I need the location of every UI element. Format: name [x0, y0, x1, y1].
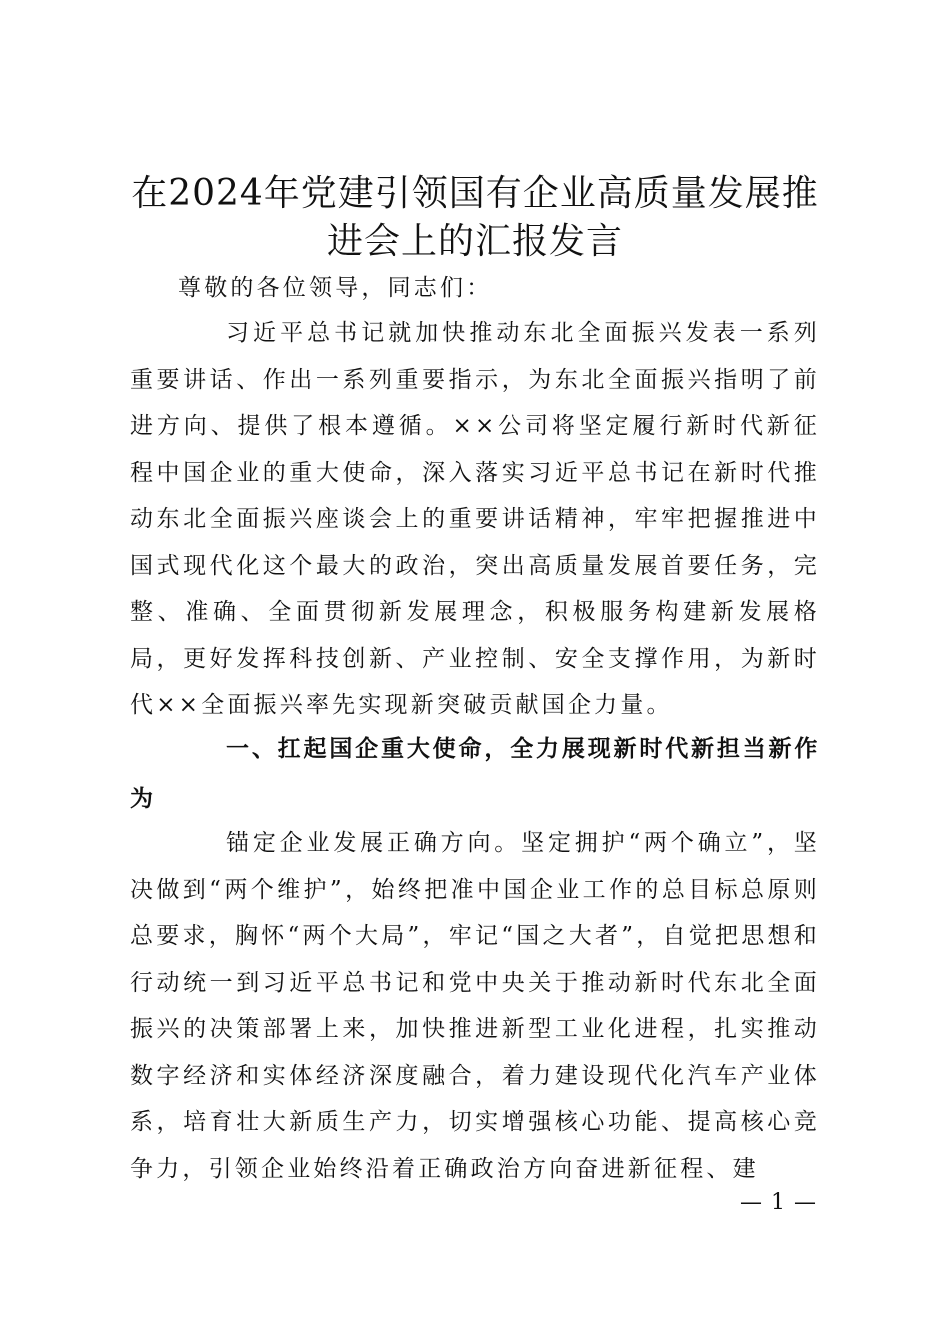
document-title: 在2024年党建引领国有企业高质量发展推进会上的汇报发言 [131, 173, 819, 262]
paragraph-section-1: 锚定企业发展正确方向。坚定拥护“两个确立”，坚决做到“两个维护”，始终把准中国企业工作的总目标总原则总要求，胸怀“两个大局”，牢记“国之大者”，自觉把思想和行动统一到习近平总书记和党中央关于推动新时代东北全面振兴的决策部署上来，加快推进新型工业化进程，扎实推动数字经济和实体经济深度融合，着力建设现代化汽车产业体系，培育壮大新质生产力，切实增强核心功能、提高核心竞争力，引领企业始终沿着正确政治方向奋进新征程、建 [130, 830, 820, 1182]
greeting: 尊敬的各位领导，同志们： [178, 275, 493, 301]
page-number: — 1 — [740, 1190, 817, 1215]
paragraph-intro: 习近平总书记就加快推动东北全面振兴发表一系列重要讲话、作出一系列重要指示，为东北全面振兴指明了前进方向、提供了根本遵循。××公司将坚定履行新时代新征程中国企业的重大使命，深入落实习近平总书记在新时代推动东北全面振兴座谈会上的重要讲话精神，牢牢把握推进中国式现代化这个最大的政治，突出高质量发展首要任务，完整、准确、全面贯彻新发展理念，积极服务构建新发展格局，更好发挥科技创新、产业控制、安全支撑作用，为新时代××全面振兴率先实现新突破贡献国企力量。 [130, 320, 820, 718]
section-heading-1: 一、扛起国企重大使命，全力展现新时代新担当新作为 [130, 736, 820, 812]
